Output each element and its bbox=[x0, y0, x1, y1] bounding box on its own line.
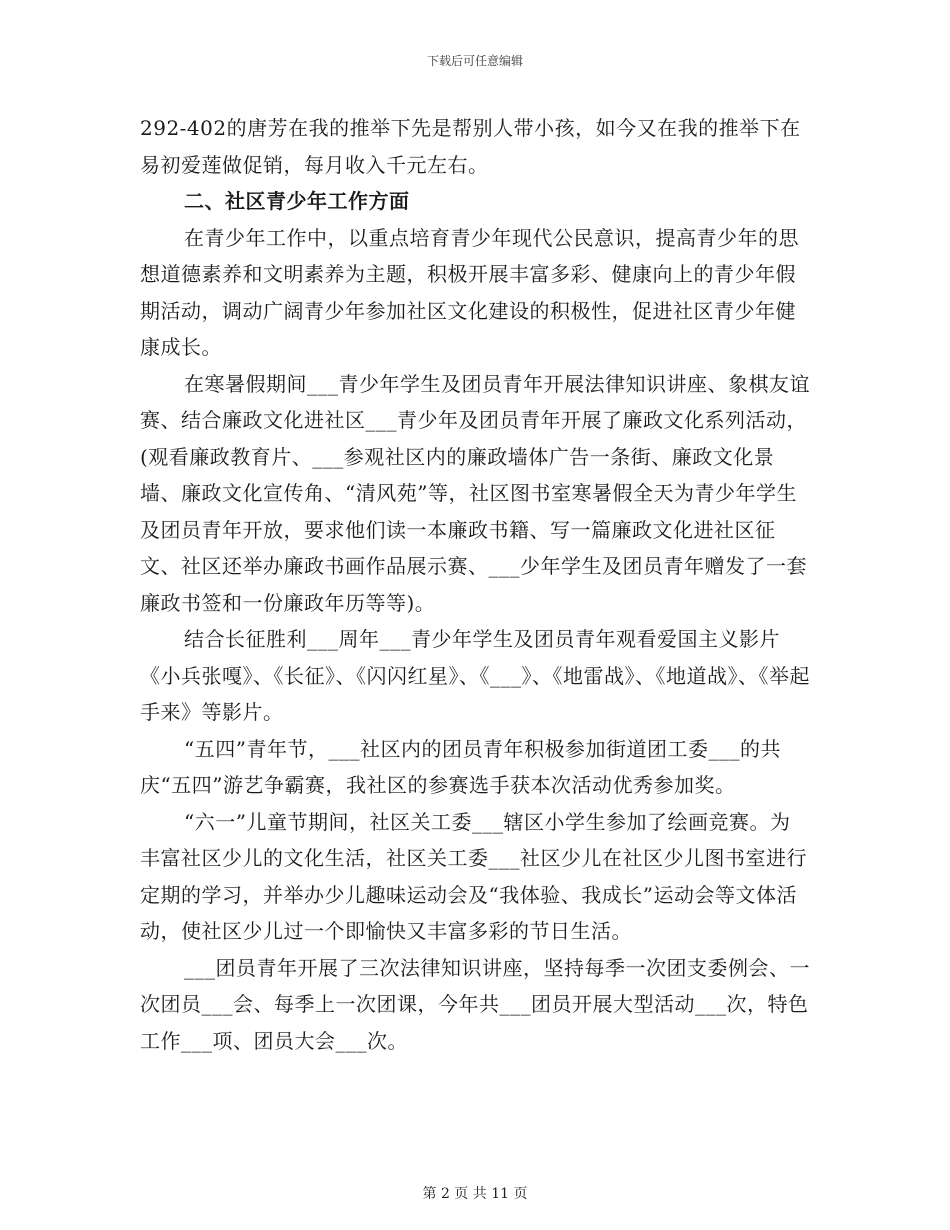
page-footer: 第 2 页 共 11 页 bbox=[422, 1186, 528, 1202]
paragraph-long-march: 结合长征胜利___周年___青少年学生及团员青年观看爱国主义影片《小兵张嘎》、《长征》、《闪闪红星》、《___》、《地雷战》、《地道战》、《举起手来》等影片。 bbox=[140, 627, 810, 724]
paragraph-may-fourth: “五四”青年节，___社区内的团员青年积极参加街道团工委___的共庆“五四”游艺争霸赛，我社区的参赛选手获本次活动优秀参加奖。 bbox=[140, 736, 781, 797]
paragraph-youth-work: 在青少年工作中，以重点培育青少年现代公民意识，提高青少年的思想道德素养和文明素养为主题，积极开展丰富多彩、健康向上的青少年假期活动，调动广阔青少年参加社区文化建设的积极性，促进社区青少年健康成长。 bbox=[140, 225, 799, 359]
paragraph-continuation: 292-402的唐芳在我的推举下先是帮别人带小孩，如今又在我的推举下在易初爱莲做促销，每月收入千元左右。 bbox=[140, 116, 801, 177]
page-header: 下载后可任意编辑 bbox=[426, 54, 523, 68]
section-heading: 二、社区青少年工作方面 bbox=[184, 189, 410, 213]
paragraph-league-members: ___团员青年开展了三次法律知识讲座，坚持每季一次团支委例会、一次团员___会、每季上一次团课，今年共___团员开展大型活动___次，特色工作___项、团员大会___次。 bbox=[140, 955, 810, 1053]
paragraph-holiday-activities: 在寒暑假期间___青少年学生及团员青年开展法律知识讲座、象棋友谊赛、结合廉政文化进社区___青少年及团员青年开展了廉政文化系列活动，(观看廉政教育片、___参观社区内的廉政墙体广告一条街、廉政文化景墙、廉政文化宣传角、“清风苑”等，社区图书室寒暑假全天为青少年学生及团员青年开放，要求他们读一本廉政书籍、写一篇廉政文化进社区征文、社区还举办廉政书画作品展示赛、___少年学生及团员青年赠发了一套廉政书签和一份廉政年历等等)。 bbox=[140, 371, 810, 615]
document-body bbox=[140, 110, 810, 1059]
paragraph-childrens-day: “六一”儿童节期间，社区关工委___辖区小学生参加了绘画竞赛。为丰富社区少儿的文化生活，社区关工委___社区少儿在社区少儿图书室进行定期的学习，并举办少儿趣味运动会及“我体验、我成长”运动会等文体活动，使社区少儿过一个即愉快又丰富多彩的节日生活。 bbox=[140, 809, 807, 943]
